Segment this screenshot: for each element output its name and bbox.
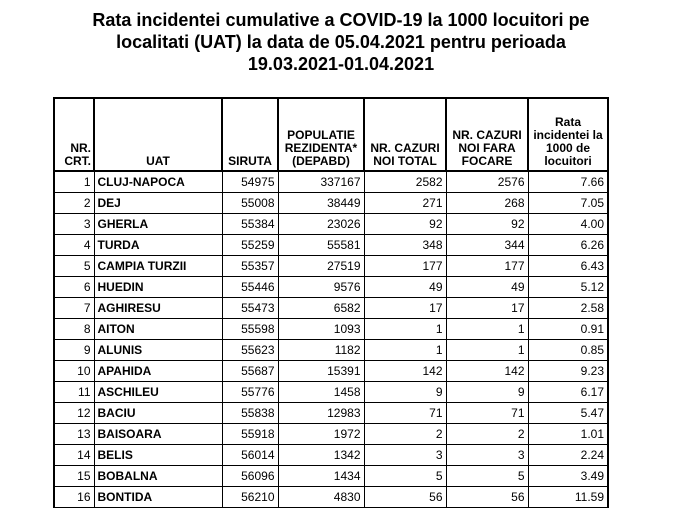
- table-row: [54, 256, 608, 277]
- cell-populatie: 1434: [278, 466, 364, 487]
- cell-cazuri-fara-focare: 344: [446, 235, 528, 256]
- cell-cazuri-total: 56: [364, 487, 446, 508]
- cell-uat: BOBALNA: [94, 466, 222, 487]
- cell-cazuri-total: 142: [364, 361, 446, 382]
- cell-cazuri-total: 271: [364, 193, 446, 214]
- cell-siruta: 55259: [222, 235, 278, 256]
- cell-rata: 7.66: [528, 171, 608, 193]
- cell-uat: APAHIDA: [94, 361, 222, 382]
- table-row: [54, 466, 608, 487]
- cell-cazuri-fara-focare: 2576: [446, 171, 528, 193]
- table-row: [54, 171, 608, 193]
- cell-nr: 11: [54, 382, 94, 403]
- cell-cazuri-fara-focare: 268: [446, 193, 528, 214]
- header-nr-crt: NR. CRT.: [54, 98, 94, 171]
- cell-populatie: 55581: [278, 235, 364, 256]
- cell-cazuri-fara-focare: 49: [446, 277, 528, 298]
- cell-populatie: 1972: [278, 424, 364, 445]
- table-row: [54, 319, 608, 340]
- cell-uat: AGHIRESU: [94, 298, 222, 319]
- cell-uat: GHERLA: [94, 214, 222, 235]
- cell-siruta: 56210: [222, 487, 278, 508]
- cell-cazuri-total: 92: [364, 214, 446, 235]
- cell-siruta: 55446: [222, 277, 278, 298]
- table-row: [54, 214, 608, 235]
- header-rata: Rata incidentei la 1000 de locuitori: [528, 98, 608, 171]
- cell-cazuri-total: 5: [364, 466, 446, 487]
- cell-cazuri-total: 2: [364, 424, 446, 445]
- cell-nr: 12: [54, 403, 94, 424]
- cell-nr: 10: [54, 361, 94, 382]
- cell-cazuri-fara-focare: 56: [446, 487, 528, 508]
- cell-cazuri-fara-focare: 92: [446, 214, 528, 235]
- table-row: [54, 445, 608, 466]
- cell-cazuri-fara-focare: 177: [446, 256, 528, 277]
- cell-rata: 2.24: [528, 445, 608, 466]
- cell-rata: 6.26: [528, 235, 608, 256]
- cell-cazuri-fara-focare: 71: [446, 403, 528, 424]
- title-line-1: Rata incidentei cumulative a COVID-19 la 1000 locuitori pe: [92, 10, 590, 30]
- cell-cazuri-fara-focare: 5: [446, 466, 528, 487]
- cell-rata: 6.43: [528, 256, 608, 277]
- cell-populatie: 1182: [278, 340, 364, 361]
- cell-nr: 1: [54, 171, 94, 193]
- cell-uat: BELIS: [94, 445, 222, 466]
- cell-rata: 1.01: [528, 424, 608, 445]
- cell-rata: 5.12: [528, 277, 608, 298]
- cell-siruta: 55623: [222, 340, 278, 361]
- cell-populatie: 1093: [278, 319, 364, 340]
- cell-populatie: 15391: [278, 361, 364, 382]
- cell-rata: 9.23: [528, 361, 608, 382]
- cell-cazuri-fara-focare: 1: [446, 319, 528, 340]
- header-siruta: SIRUTA: [222, 98, 278, 171]
- cell-siruta: 55473: [222, 298, 278, 319]
- cell-uat: BONTIDA: [94, 487, 222, 508]
- table-row: [54, 298, 608, 319]
- cell-cazuri-fara-focare: 9: [446, 382, 528, 403]
- cell-siruta: 55838: [222, 403, 278, 424]
- cell-uat: DEJ: [94, 193, 222, 214]
- cell-cazuri-total: 71: [364, 403, 446, 424]
- table-header-row: [54, 98, 608, 171]
- cell-cazuri-total: 3: [364, 445, 446, 466]
- table-row: [54, 193, 608, 214]
- table-row: [54, 403, 608, 424]
- cell-rata: 5.47: [528, 403, 608, 424]
- cell-uat: BAISOARA: [94, 424, 222, 445]
- cell-siruta: 55008: [222, 193, 278, 214]
- title-line-3: 19.03.2021-01.04.2021: [247, 54, 435, 74]
- cell-nr: 13: [54, 424, 94, 445]
- cell-cazuri-total: 17: [364, 298, 446, 319]
- cell-siruta: 55384: [222, 214, 278, 235]
- table-row: [54, 361, 608, 382]
- cell-rata: 11.59: [528, 487, 608, 508]
- cell-populatie: 23026: [278, 214, 364, 235]
- table-body: [54, 171, 608, 508]
- cell-populatie: 1342: [278, 445, 364, 466]
- cell-cazuri-fara-focare: 142: [446, 361, 528, 382]
- cell-cazuri-total: 348: [364, 235, 446, 256]
- header-uat: UAT: [94, 98, 222, 171]
- cell-cazuri-total: 9: [364, 382, 446, 403]
- table-row: [54, 487, 608, 508]
- table-row: [54, 382, 608, 403]
- cell-uat: BACIU: [94, 403, 222, 424]
- cell-uat: ASCHILEU: [94, 382, 222, 403]
- table-row: [54, 235, 608, 256]
- cell-siruta: 55918: [222, 424, 278, 445]
- cell-rata: 0.85: [528, 340, 608, 361]
- cell-uat: ALUNIS: [94, 340, 222, 361]
- cell-siruta: 56096: [222, 466, 278, 487]
- cell-rata: 0.91: [528, 319, 608, 340]
- title-line-2: localitati (UAT) la data de 05.04.2021 pentru perioada: [116, 32, 566, 52]
- cell-rata: 4.00: [528, 214, 608, 235]
- cell-populatie: 6582: [278, 298, 364, 319]
- cell-populatie: 38449: [278, 193, 364, 214]
- cell-siruta: 55357: [222, 256, 278, 277]
- cell-uat: CLUJ-NAPOCA: [94, 171, 222, 193]
- header-cazuri-fara-focare: NR. CAZURI NOI FARA FOCARE: [446, 98, 528, 171]
- cell-rata: 3.49: [528, 466, 608, 487]
- cell-siruta: 54975: [222, 171, 278, 193]
- table-row: [54, 340, 608, 361]
- cell-rata: 6.17: [528, 382, 608, 403]
- cell-nr: 4: [54, 235, 94, 256]
- cell-nr: 7: [54, 298, 94, 319]
- header-populatie: POPULATIE REZIDENTA* (DEPABD): [278, 98, 364, 171]
- cell-nr: 2: [54, 193, 94, 214]
- cell-siruta: 55687: [222, 361, 278, 382]
- cell-uat: HUEDIN: [94, 277, 222, 298]
- cell-uat: CAMPIA TURZII: [94, 256, 222, 277]
- cell-cazuri-total: 177: [364, 256, 446, 277]
- cell-cazuri-total: 49: [364, 277, 446, 298]
- table-row: [54, 277, 608, 298]
- cell-populatie: 27519: [278, 256, 364, 277]
- cell-nr: 9: [54, 340, 94, 361]
- table-row: [54, 424, 608, 445]
- cell-cazuri-fara-focare: 1: [446, 340, 528, 361]
- cell-populatie: 337167: [278, 171, 364, 193]
- page-title: [0, 9, 682, 75]
- cell-populatie: 9576: [278, 277, 364, 298]
- cell-nr: 15: [54, 466, 94, 487]
- cell-cazuri-total: 1: [364, 340, 446, 361]
- header-cazuri-total: NR. CAZURI NOI TOTAL: [364, 98, 446, 171]
- cell-cazuri-total: 2582: [364, 171, 446, 193]
- cell-uat: TURDA: [94, 235, 222, 256]
- cell-nr: 14: [54, 445, 94, 466]
- cell-populatie: 4830: [278, 487, 364, 508]
- cell-nr: 8: [54, 319, 94, 340]
- cell-populatie: 12983: [278, 403, 364, 424]
- cell-siruta: 56014: [222, 445, 278, 466]
- cell-siruta: 55776: [222, 382, 278, 403]
- cell-cazuri-fara-focare: 2: [446, 424, 528, 445]
- cell-nr: 16: [54, 487, 94, 508]
- cell-cazuri-fara-focare: 3: [446, 445, 528, 466]
- incidence-table: [53, 97, 609, 508]
- cell-nr: 3: [54, 214, 94, 235]
- cell-rata: 7.05: [528, 193, 608, 214]
- cell-cazuri-total: 1: [364, 319, 446, 340]
- cell-nr: 5: [54, 256, 94, 277]
- cell-cazuri-fara-focare: 17: [446, 298, 528, 319]
- cell-populatie: 1458: [278, 382, 364, 403]
- cell-nr: 6: [54, 277, 94, 298]
- cell-rata: 2.58: [528, 298, 608, 319]
- cell-siruta: 55598: [222, 319, 278, 340]
- cell-uat: AITON: [94, 319, 222, 340]
